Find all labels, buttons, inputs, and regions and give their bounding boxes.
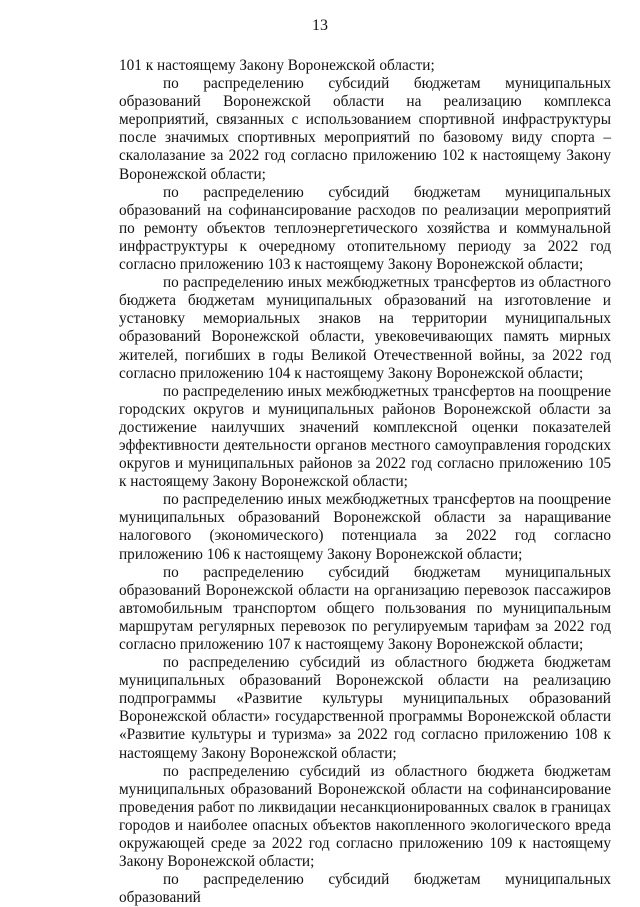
document-body xyxy=(119,57,611,907)
page-number: 13 xyxy=(312,17,328,34)
paragraph-2: по распределению субсидий бюджетам муниципальных образований Воронежской области на реализацию комплекса мероприятий, связанных с использованием спортивной инфраструктуры после значимых спортивных мероприятий по базовому виду спорта – скалолазание за 2022 год согласно приложению 102 к настоящему Закону Воронежской области; xyxy=(119,75,611,183)
paragraph-10: по распределению субсидий бюджетам муниципальных образований xyxy=(119,871,611,907)
paragraph-3: по распределению субсидий бюджетам муниципальных образований на софинансирование расходов по реализации мероприятий по ремонту объектов теплоэнергетического хозяйства и коммунальной инфраструктуры к очередному отопительному периоду за 2022 год согласно приложению 103 к настоящему Закону Воронежской области; xyxy=(119,183,611,274)
paragraph-1: 101 к настоящему Закону Воронежской области; xyxy=(119,57,435,74)
paragraph-8: по распределению субсидий из областного бюджета бюджетам муниципальных образований Воронежской области на реализацию подпрограммы «Развитие культуры муниципальных образований Воронежской области» государственной программы Воронежской области «Развитие культуры и туризма» за 2022 год согласно приложению 108 к настоящему Закону Воронежской области; xyxy=(119,654,611,762)
paragraph-4: по распределению иных межбюджетных трансфертов из областного бюджета бюджетам муниципальных образований на изготовление и установку мемориальных знаков на территории муниципальных образований Воронежской области, увековечивающих память мирных жителей, погибших в годы Великой Отечественной войны, за 2022 год согласно приложению 104 к настоящему Закону Воронежской области; xyxy=(119,274,611,382)
paragraph-9: по распределению субсидий из областного бюджета бюджетам муниципальных образований Воронежской области на софинансирование проведения работ по ликвидации несанкционированных свалок в границах городов и наиболее опасных объектов накопленного экологического вреда окружающей среде за 2022 год согласно приложению 109 к настоящему Закону Воронежской области; xyxy=(119,762,611,871)
paragraph-5: по распределению иных межбюджетных трансфертов на поощрение городских округов и муниципальных районов Воронежской области за достижение наилучших значений комплексной оценки показателей эффективности деятельности органов местного самоуправления городских округов и муниципальных районов за 2022 год согласно приложению 105 к настоящему Закону Воронежской области; xyxy=(119,382,611,491)
paragraph-6: по распределению иных межбюджетных трансфертов на поощрение муниципальных образований Воронежской области за наращивание налогового (экономического) потенциала за 2022 год согласно приложению 106 к настоящему Закону Воронежской области; xyxy=(119,491,611,563)
paragraph-7: по распределению субсидий бюджетам муниципальных образований Воронежской области на организацию перевозок пассажиров автомобильным транспортом общего пользования по муниципальным маршрутам регулярных перевозок по регулируемым тарифам за 2022 год согласно приложению 107 к настоящему Закону Воронежской области; xyxy=(119,563,611,653)
